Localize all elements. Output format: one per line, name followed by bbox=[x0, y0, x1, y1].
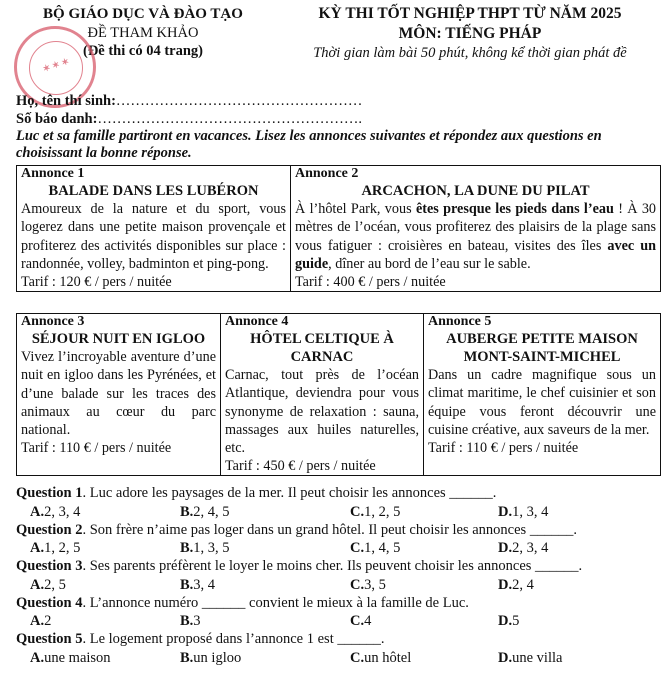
doc-type: ĐỀ THAM KHẢO bbox=[87, 25, 199, 41]
annonce-tarif: Tarif : 450 € / pers / nuitée bbox=[225, 458, 376, 475]
option-a[interactable]: A.une maison bbox=[30, 649, 111, 666]
exam-subject: MÔN: TIẾNG PHÁP bbox=[398, 25, 542, 42]
question-text: . Le logement proposé dans l’annonce 1 est ______. bbox=[82, 631, 385, 647]
annonce-body bbox=[295, 200, 656, 273]
id-dots: ………………………………………………. bbox=[97, 111, 363, 127]
annonce-4 bbox=[221, 314, 424, 476]
question-4 bbox=[16, 594, 666, 631]
question-label: Question 3 bbox=[16, 558, 83, 574]
annonce-1 bbox=[17, 166, 291, 292]
questions bbox=[16, 484, 666, 667]
annonce-tarif: Tarif : 120 € / pers / nuitée bbox=[21, 274, 172, 291]
question-text: . Ses parents préfèrent le loyer le moins cher. Ils peuvent choisir les annonces ______. bbox=[82, 558, 583, 574]
annonce-title: ARCACHON, LA DUNE DU PILAT bbox=[361, 183, 590, 199]
ministry-name: BỘ GIÁO DỤC VÀ ĐÀO TẠO bbox=[43, 6, 243, 22]
body-bold: êtes presque les pieds dans l’eau bbox=[415, 201, 614, 217]
instruction: Luc et sa famille partiront en vacances. Lisez les annonces suivantes et répondez aux questions en choisissant la bonne réponse. bbox=[16, 128, 602, 161]
annonce-number: Annonce 4 bbox=[225, 314, 289, 329]
annonce-number: Annonce 1 bbox=[21, 166, 85, 181]
question-5 bbox=[16, 630, 666, 667]
question-label: Question 2 bbox=[16, 521, 83, 538]
header-right bbox=[270, 4, 670, 63]
option-a[interactable]: A.2 bbox=[30, 613, 52, 629]
annonces-row-1 bbox=[16, 165, 661, 292]
question-3 bbox=[16, 557, 666, 594]
candidate-fields bbox=[16, 92, 362, 128]
candidate-name-row[interactable] bbox=[16, 92, 362, 110]
body-bold: avec un guide bbox=[295, 237, 656, 272]
annonce-3 bbox=[17, 314, 221, 476]
annonce-title: HÔTEL CELTIQUE À CARNAC bbox=[250, 331, 394, 365]
option-c[interactable]: C.1, 2, 5 bbox=[350, 503, 401, 520]
option-d[interactable]: D.5 bbox=[498, 613, 520, 629]
annonce-number: Annonce 5 bbox=[428, 314, 492, 329]
annonce-number: Annonce 3 bbox=[21, 314, 85, 329]
body-part: ! À 30 mètres de l’océan, vous profiterez des plaisirs de la plage sans vous fatiguer : croisières en bateau, visites des îles bbox=[295, 201, 657, 254]
name-label: Họ, tên thí sinh: bbox=[16, 93, 116, 109]
option-d[interactable]: D.2, 4 bbox=[498, 576, 534, 593]
option-a[interactable]: A.1, 2, 5 bbox=[30, 540, 81, 556]
name-dots: …………………………………………… bbox=[115, 93, 363, 109]
option-b[interactable]: B.2, 4, 5 bbox=[180, 503, 230, 520]
option-b[interactable]: B.un igloo bbox=[180, 649, 242, 666]
annonce-title: SÉJOUR NUIT EN IGLOO bbox=[31, 331, 206, 347]
annonce-body: Dans un cadre magnifique sous un climat maritime, le chef cuisinier et son équipe vous feront découvrir une cuisine créative, aux saveurs de la mer. bbox=[428, 367, 656, 438]
id-label: Số báo danh: bbox=[16, 111, 98, 127]
candidate-id-row[interactable] bbox=[16, 110, 362, 128]
annonce-title: BALADE DANS LES LUBÉRON bbox=[48, 183, 259, 199]
annonce-body: Carnac, tout près de l’océan Atlantique, deviendra pour vous synonyme de relaxation : sauna, massages aux huiles naturelles, etc. bbox=[225, 367, 419, 457]
body-part: À l’hôtel Park, vous bbox=[295, 201, 416, 217]
question-label: Question 4 bbox=[16, 594, 83, 611]
option-b[interactable]: B.3, 4 bbox=[180, 576, 216, 593]
annonce-body: Amoureux de la nature et du sport, vous logerez dans une petite maison provençale et profiterez des activités disponibles sur place : randonnée, volley, badminton et ping-pong. bbox=[21, 201, 286, 272]
annonce-tarif: Tarif : 110 € / pers / nuitée bbox=[428, 440, 579, 457]
option-d[interactable]: D.2, 3, 4 bbox=[498, 540, 549, 556]
option-b[interactable]: B.1, 3, 5 bbox=[180, 540, 230, 556]
option-a[interactable]: A.2, 5 bbox=[30, 576, 66, 593]
option-d[interactable]: D.1, 3, 4 bbox=[498, 503, 549, 520]
exam-title: KỲ THI TỐT NGHIỆP THPT TỪ NĂM 2025 bbox=[318, 5, 622, 22]
question-1 bbox=[16, 484, 666, 521]
question-text: . L’annonce numéro ______ convient le mieux à la famille de Luc. bbox=[82, 594, 469, 611]
option-c[interactable]: C.4 bbox=[350, 613, 372, 629]
annonce-body: Vivez l’incroyable aventure d’une nuit en igloo dans les Pyrénées, et d’une balade sur les traces des animaux au cœur du parc national. bbox=[21, 349, 216, 439]
annonce-2 bbox=[291, 166, 661, 292]
official-seal-icon: ✶ ✶ ✶ bbox=[14, 26, 96, 108]
option-c[interactable]: C.un hôtel bbox=[350, 649, 412, 666]
annonce-tarif: Tarif : 110 € / pers / nuitée bbox=[21, 440, 172, 457]
annonce-5 bbox=[424, 314, 661, 476]
annonce-title: AUBERGE PETITE MAISON MONT-SAINT-MICHEL bbox=[446, 331, 638, 365]
question-text: . Luc adore les paysages de la mer. Il peut choisir les annonces ______. bbox=[82, 485, 497, 501]
option-b[interactable]: B.3 bbox=[180, 613, 201, 629]
exam-duration: Thời gian làm bài 50 phút, không kể thời gian phát đề bbox=[313, 45, 627, 61]
question-text: . Son frère n’aime pas loger dans un grand hôtel. Il peut choisir les annonces ______. bbox=[82, 521, 577, 538]
body-part: , dîner au bord de l’eau sur le sable. bbox=[328, 255, 531, 272]
option-a[interactable]: A.2, 3, 4 bbox=[30, 503, 81, 520]
annonce-number: Annonce 2 bbox=[295, 166, 359, 181]
question-label: Question 1 bbox=[16, 485, 83, 501]
annonces-row-2 bbox=[16, 313, 661, 476]
option-d[interactable]: D.une villa bbox=[498, 649, 563, 666]
option-c[interactable]: C.1, 4, 5 bbox=[350, 540, 401, 556]
page-count: (Đề thi có 04 trang) bbox=[82, 43, 203, 59]
annonce-tarif: Tarif : 400 € / pers / nuitée bbox=[295, 274, 446, 291]
option-c[interactable]: C.3, 5 bbox=[350, 576, 386, 593]
question-2 bbox=[16, 521, 666, 558]
question-label: Question 5 bbox=[16, 631, 83, 647]
